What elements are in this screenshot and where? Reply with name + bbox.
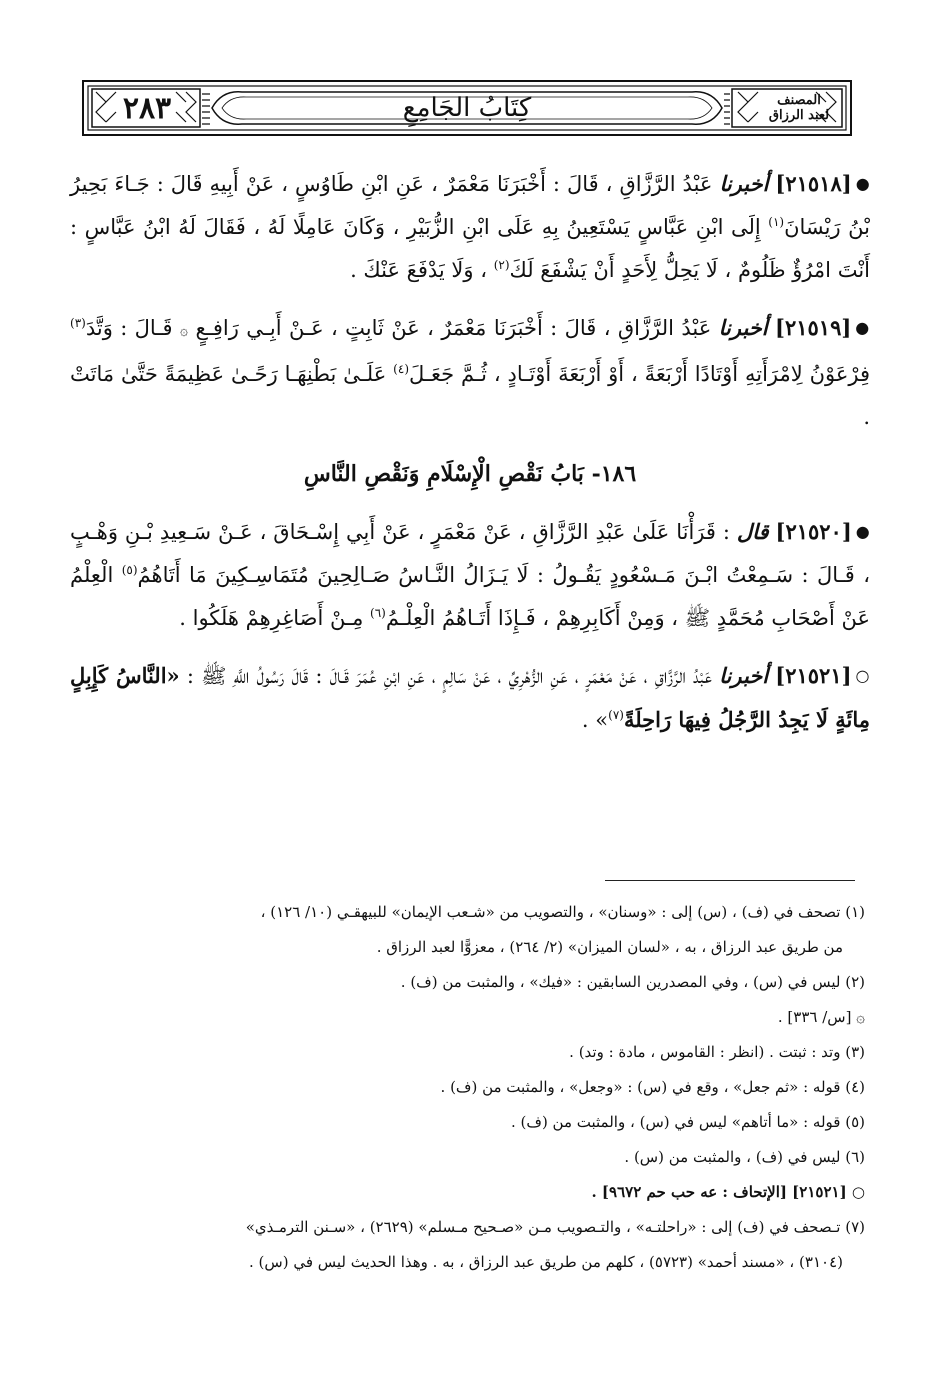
hadith-text: عَبْدُ الرَّزَّاقِ ، قَالَ : أَخْبَرَنَا مَعْمَرٌ ، عَنْ ثَابِتٍ ، عَـنْ أَبِـي رَافِـعٍ xyxy=(195,316,712,340)
qala-word: قال xyxy=(736,519,769,544)
hadith-matn: «النَّاسُ كَإِبِلٍ مِائَةٍ لَا يَجِدُ الرَّجُلُ فِيهَا رَاحِلَةً xyxy=(70,663,870,732)
hadith-text: إِلَى ابْنِ عَبَّاسٍ يَسْتَعِينُ بِهِ عَلَى ابْنِ الزُّبَيْرِ ، وَكَانَ عَامِلًا لَهُ ، فَقَالَ لَهُ ابْنُ عَبَّاسٍ : أَنْتَ امْرُؤٌ ظَلُومٌ ، لَا يَحِلُّ لِأَحَدٍ أَنْ يَشْفَعَ لَكَ xyxy=(70,215,870,282)
footnote-line: (٦) ليس في (ف) ، والمثبت من (س) . xyxy=(624,1148,865,1166)
page-header xyxy=(82,80,852,136)
hadith-number: [٢١٥١٨] xyxy=(775,171,852,196)
main-text xyxy=(70,162,870,756)
footnote-ref[interactable]: (٦) xyxy=(370,606,386,620)
footnote-ref[interactable]: (٥) xyxy=(121,563,138,577)
hadith-21521 xyxy=(70,654,870,742)
hadith-text: » . xyxy=(581,708,609,732)
akhbarana-word: أخبرنا xyxy=(718,315,768,340)
hadith-text: الْعِلْمُ عَنْ أَصْحَابِ مُحَمَّدٍ ﷺ ، وَمِنْ أَكَابِرِهِمْ ، فَـإِذَا أَتَـاهُمُ الْعِلْـمُ xyxy=(70,563,870,630)
akhbarana-word: أخبرنا xyxy=(719,171,769,196)
footnote-line: ○ [٢١٥٢١] [الإتحاف : عه حب حم ٩٦٧٢] . xyxy=(591,1183,865,1201)
akhbarana-word: أخبرنا xyxy=(719,663,769,688)
hadith-text: عَبْدُ الرَّزَّاقِ ، قَالَ : أَخْبَرَنَا مَعْمَرٌ ، عَنِ ابْنِ طَاوُسٍ ، عَنْ أَبِيهِ قَالَ : جَـاءَ بَحِيرُ بْنُ رَيْسَانَ xyxy=(70,172,870,239)
footnote-line: (٧) تـصحف في (ف) إلى : «راحلتـه» ، والتـصويب مـن «صـحيح مـسلم» (٢٦٢٩) ، «سـنن الترمـذي» xyxy=(245,1218,865,1236)
footnote-line: (٣) وتد : ثبتت . (انظر : القاموس ، مادة : وتد) . xyxy=(569,1043,865,1061)
hadith-text: ، وَلَا يَدْفَعَ عَنْكَ . xyxy=(350,258,487,282)
footnote-line: (٤) قوله : «ثم جعل» ، وقع في (س) : «وجعل» ، والمثبت من (ف) . xyxy=(440,1078,865,1096)
hadith-text: عَبْدُ الرَّزَّاقِ ، عَنْ مَعْمَرٍ ، عَنِ الزُّهْرِيِّ ، عَنْ سَالِمٍ ، عَنِ ابْنِ عُمَرَ قَـالَ : قَالَ رَسُولُ اللَّهِ ﷺ : xyxy=(186,664,712,688)
hadith-21519 xyxy=(70,306,870,439)
hadith-bullet: ● xyxy=(855,522,870,541)
hadith-text: عَلَـىٰ بَطْنِهَـا رَحًـىٰ عَظِيمَةً حَتَّىٰ مَاتَتْ . xyxy=(70,362,870,429)
hadith-21520 xyxy=(70,510,870,640)
footnote-line: (٣١٠٤) ، «مسند أحمد» (٥٧٢٣) ، كلهم من طريق عبد الرزاق ، به . وهذا الحديث ليس في (س) . xyxy=(249,1253,843,1271)
hadith-number: [٢١٥١٩] xyxy=(775,315,852,340)
footnote-line: (٥) قوله : «ما أتاهم» ليس في (س) ، والمثبت من (ف) . xyxy=(511,1113,865,1131)
hadith-bullet: ● xyxy=(855,174,870,193)
hadith-text: مِـنْ أَصَاغِرِهِمْ هَلَكُوا . xyxy=(179,606,364,630)
page-number: ٢٨٣ xyxy=(122,90,172,126)
footnote-ref[interactable]: (٣) xyxy=(70,316,86,330)
hadith-number: [٢١٥٢١] xyxy=(775,663,852,688)
book-title: كِتَابُ الجَامِعِ xyxy=(402,93,532,123)
logo-line-2: لعبد الرزاق xyxy=(768,108,830,123)
publisher-logo xyxy=(758,87,840,129)
footnote-ref[interactable]: (٧) xyxy=(608,708,624,722)
hadith-bullet: ● xyxy=(855,318,870,337)
footnote-line: من طريق عبد الرزاق ، به ، «لسان الميزان» (٢/ ٢٦٤) ، معزوًّا لعبد الرزاق . xyxy=(376,938,843,956)
hadith-bullet: ○ xyxy=(855,666,870,685)
footnote-separator xyxy=(605,880,855,881)
hadith-21518 xyxy=(70,162,870,292)
footnote-ref[interactable]: (٢) xyxy=(493,258,510,272)
footnote-ref[interactable]: (١) xyxy=(768,215,785,229)
hadith-text: : قَرَأْنَا عَلَىٰ عَبْدِ الرَّزَّاقِ ، عَنْ مَعْمَرٍ ، عَنْ أَبِي إِسْـحَاقَ ، عَـنْ سَـعِيدِ بْـنِ وَهْـبٍ ، قَـالَ : سَـمِعْتُ ابْـنَ مَـسْعُودٍ يَقُـولُ : لَا يَـزَالُ النَّـاسُ صَـالِحِينَ مُتَمَاسِـكِينَ مَا أَتَاهُمُ xyxy=(70,520,870,587)
footnotes-section xyxy=(75,895,865,1280)
footnote-line: (٢) ليس في (س) ، وفي المصدرين السابقين : «فيك» ، والمثبت من (ف) . xyxy=(400,973,865,991)
hadith-number: [٢١٥٢٠] xyxy=(775,519,852,544)
footnote-line: ۞ [س/ ٣٣٦] . xyxy=(777,1008,865,1026)
logo-line-1: المصنف xyxy=(777,93,821,108)
chapter-heading: ١٨٦- بَابُ نَقْصِ الْإِسْلَامِ وَنَقْصِ النَّاسِ xyxy=(303,461,637,487)
hadith-text: قَـالَ : وَتَّدَ xyxy=(85,316,173,340)
footnote-line: (١) تصحف في (ف) ، (س) إلى : «وسنان» ، والتصويب من «شـعب الإيمان» للبيهقـي (١٠/ ١٢٦) ، xyxy=(260,903,865,921)
footnote-ref[interactable]: (٤) xyxy=(393,362,409,376)
hadith-text: فِرْعَوْنُ لِامْرَأَتِهِ أَوْتَادًا أَرْبَعَةً ، أَوْ أَرْبَعَةَ أَوْتَـادٍ ، ثُـمَّ جَعَـلَ xyxy=(409,362,871,386)
manuscript-marker: ۞ xyxy=(179,323,189,339)
